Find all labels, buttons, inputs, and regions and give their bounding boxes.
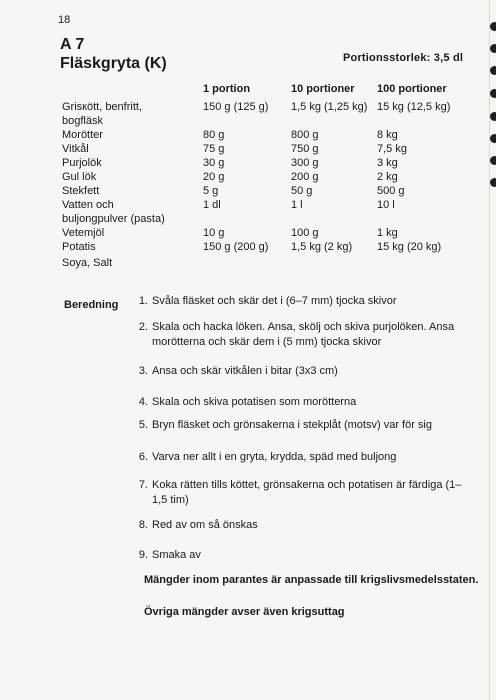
amount-10-portioner: 50 g [291, 185, 313, 197]
amount-10-portioner: 100 g [291, 227, 319, 239]
binder-hole [490, 66, 496, 75]
amount-100-portioner: 3 kg [377, 157, 398, 169]
step-text: Svåla fläsket och skär det i (6–7 mm) tjocka skivor [152, 295, 397, 307]
note-parenthesis: Mängder inom parantes är anpassade till krigslivsmedelsstaten. [144, 574, 479, 586]
recipe-title: Fläskgryta (K) [60, 55, 167, 72]
amount-100-portioner: 7,5 kg [377, 143, 407, 155]
amount-1-portion: 80 g [203, 129, 225, 141]
amount-10-portioner: 1 l [291, 199, 303, 211]
step-number: 8. [138, 519, 148, 531]
ingredient-row [0, 157, 496, 171]
amount-100-portioner: 2 kg [377, 171, 398, 183]
amount-1-portion: 30 g [203, 157, 225, 169]
step-number: 2. [138, 321, 148, 333]
portion-size: Portionsstorlek: 3,5 dl [343, 52, 464, 64]
ingredient-row [0, 257, 496, 271]
amount-10-portioner: 800 g [291, 129, 319, 141]
amount-1-portion: 20 g [203, 171, 225, 183]
ingredient-name: Soya, Salt [62, 257, 113, 269]
amount-1-portion: 10 g [203, 227, 225, 239]
ingredient-row [0, 129, 496, 143]
amount-100-portioner: 8 kg [377, 129, 398, 141]
step-number: 3. [138, 365, 148, 377]
ingredient-row [0, 185, 496, 199]
ingredient-name: Vitkål [62, 143, 89, 155]
binder-hole [490, 89, 496, 98]
step-text: Skala och skiva potatisen som morötterna [152, 396, 357, 408]
beredning-label: Beredning [64, 299, 119, 311]
step-text: Varva ner allt i en gryta, krydda, späd med buljong [152, 451, 397, 463]
amount-10-portioner: 300 g [291, 157, 319, 169]
amount-100-portioner: 15 kg (20 kg) [377, 241, 442, 253]
ingredient-name: Gul lök [62, 171, 97, 183]
ingredient-row [0, 241, 496, 255]
ingredient-name: Grisкött, benfritt, [62, 101, 143, 113]
binder-hole [490, 22, 496, 31]
step-text: Red av om så önskas [152, 519, 258, 531]
amount-1-portion: 5 g [203, 185, 219, 197]
column-header-10-portioner: 10 portioner [291, 83, 355, 95]
amount-1-portion: 75 g [203, 143, 225, 155]
recipe-code: A 7 [60, 36, 85, 53]
step-text: Koka rätten tills köttet, grönsakerna och potatisen är färdiga (1–1,5 tim) [152, 479, 462, 506]
amount-1-portion: 150 g (200 g) [203, 241, 269, 253]
step-number: 4. [138, 396, 148, 408]
ingredient-name: bogfläsk [62, 115, 103, 127]
amount-1-portion: 1 dl [203, 199, 221, 211]
step-text: Smaka av [152, 549, 201, 561]
ingredient-name: Vatten och [62, 199, 114, 211]
step-text: Bryn fläsket och grönsakerna i stekplåt (motsv) var för sig [152, 419, 432, 431]
ingredient-row [0, 213, 496, 227]
ingredient-name: Purjolök [62, 157, 102, 169]
amount-100-portioner: 10 l [377, 199, 395, 211]
ingredient-name: Potatis [62, 241, 96, 253]
ingredient-name: buljongpulver (pasta) [62, 213, 165, 225]
step-text: Skala och hacka löken. Ansa, skölj och skiva purjolöken. Ansa morötterna och skär dem i (5 mm) tjocka skivor [152, 321, 455, 348]
ingredient-row [0, 227, 496, 241]
amount-10-portioner: 750 g [291, 143, 319, 155]
binder-hole [490, 44, 496, 53]
ingredient-row [0, 143, 496, 157]
amount-100-portioner: 1 kg [377, 227, 398, 239]
ingredient-name: Vetemjöl [62, 227, 105, 239]
page-number: 18 [58, 14, 71, 26]
amount-1-portion: 150 g (125 g) [203, 101, 269, 113]
amount-10-portioner: 1,5 kg (2 kg) [291, 241, 353, 253]
amount-100-portioner: 15 kg (12,5 kg) [377, 101, 451, 113]
ingredient-row [0, 115, 496, 129]
step-number: 1. [138, 295, 148, 307]
step-number: 7. [138, 479, 148, 491]
ingredient-row [0, 199, 496, 213]
ingredient-row [0, 101, 496, 115]
note-krigsuttag: Övriga mängder avser även krigsuttag [144, 606, 345, 618]
step-number: 9. [138, 549, 148, 561]
ingredient-name: Morötter [62, 129, 103, 141]
amount-10-portioner: 200 g [291, 171, 319, 183]
step-text: Ansa och skär vitkålen i bitar (3x3 cm) [152, 365, 338, 377]
ingredient-row [0, 171, 496, 185]
step-number: 6. [138, 451, 148, 463]
column-header-100-portioner: 100 portioner [377, 83, 447, 95]
amount-100-portioner: 500 g [377, 185, 405, 197]
amount-10-portioner: 1,5 kg (1,25 kg) [291, 101, 368, 113]
column-header-1-portion: 1 portion [203, 83, 251, 95]
step-number: 5. [138, 419, 148, 431]
ingredient-name: Stekfett [62, 185, 100, 197]
